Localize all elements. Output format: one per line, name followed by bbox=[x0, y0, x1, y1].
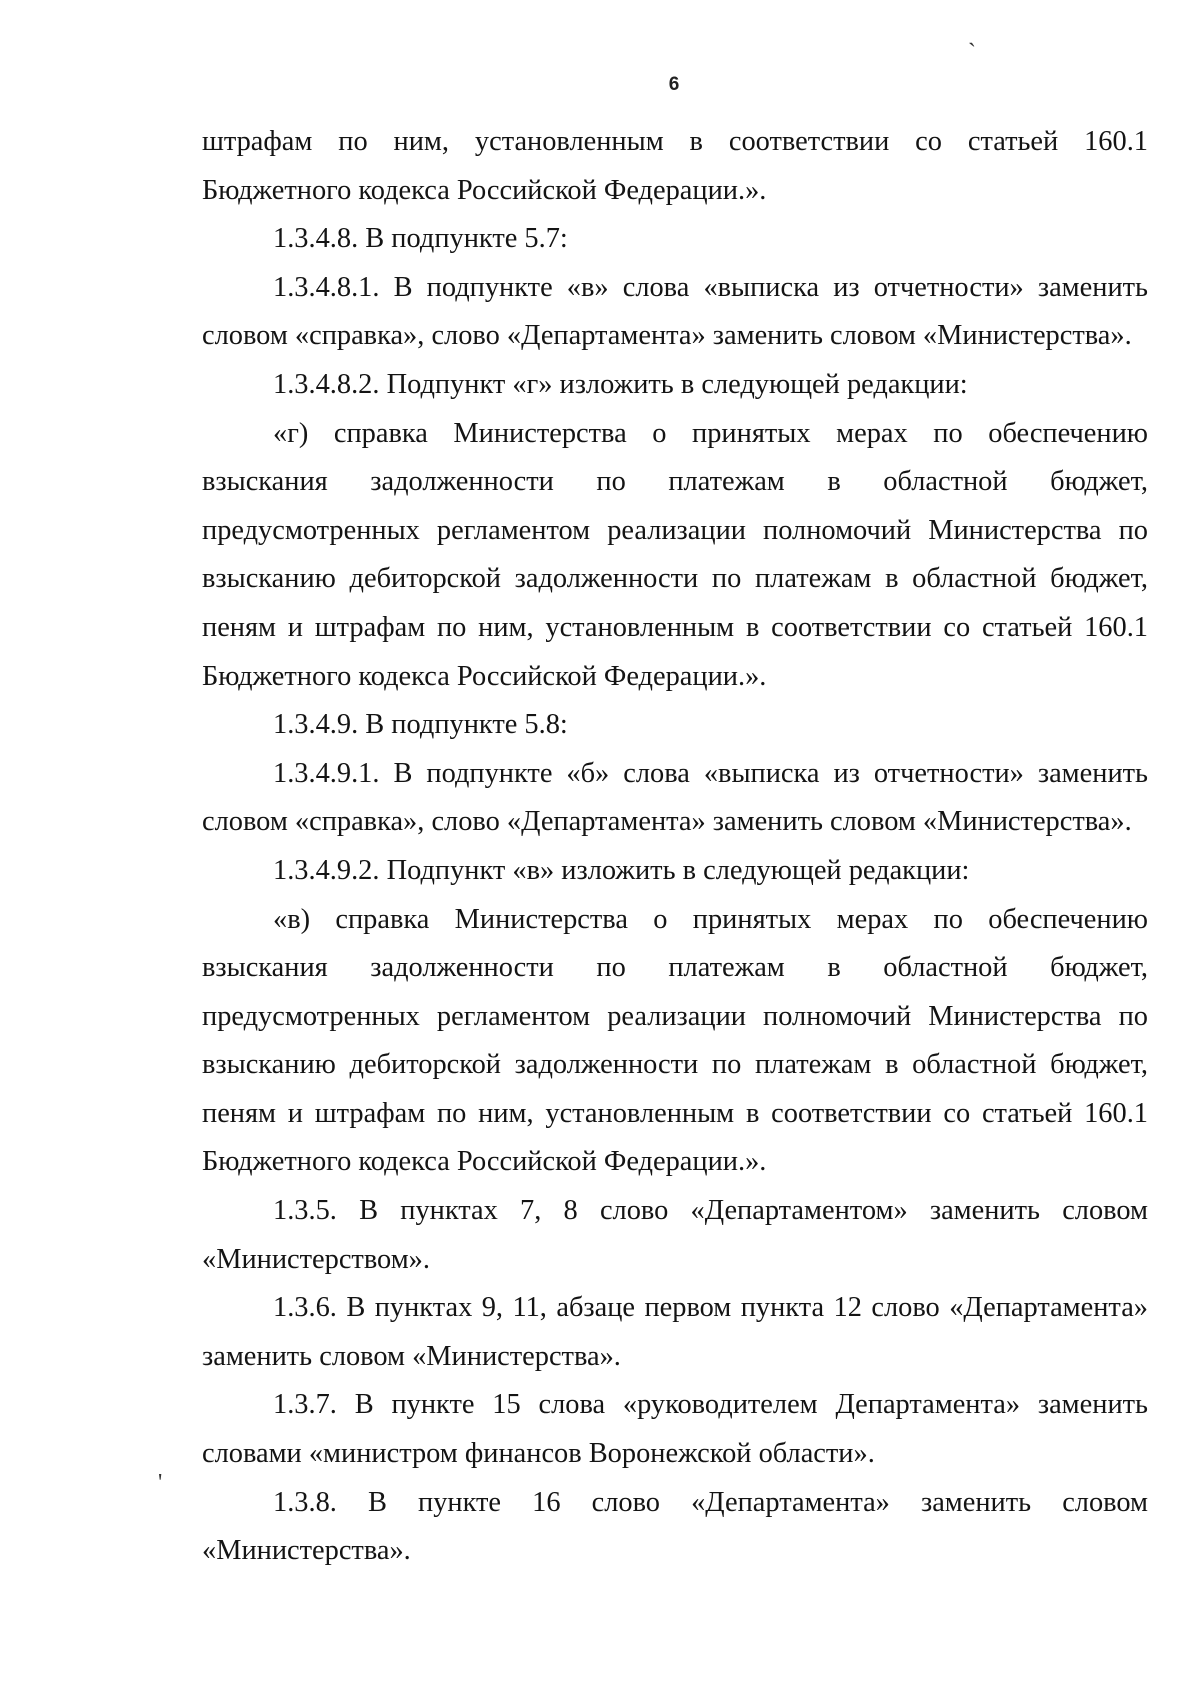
stray-mark-top: ` bbox=[968, 40, 976, 66]
paragraph-1-3-4-9: 1.3.4.9. В подпункте 5.8: bbox=[273, 709, 568, 741]
paragraph-1-3-4-9-1: 1.3.4.9.1. В подпункте «б» слова «выписка из отчетности» заменить словом «справка», слово «Департамента» заменить словом «Министерства». bbox=[202, 757, 1148, 838]
paragraph-quote-v: «в) справка Министерства о принятых мерах по обеспечению взыскания задолженности по платежам в областной бюджет, предусмотренных регламентом реализации полномочий Министерства по взысканию дебиторской задолженности по платежам в областной бюджет, пеням и штрафам по ним, установленным в соответствии со статьей 160.1 Бюджетного кодекса Российской Федерации.». bbox=[202, 903, 1148, 1178]
paragraph-1-3-4-8-2: 1.3.4.8.2. Подпункт «г» изложить в следующей редакции: bbox=[273, 368, 968, 400]
page-number: 6 bbox=[668, 74, 680, 95]
paragraph-1-3-6: 1.3.6. В пунктах 9, 11, абзаце первом пункта 12 слово «Департамента» заменить словом «Министерства». bbox=[202, 1292, 1148, 1372]
paragraph-1-3-7: 1.3.7. В пункте 15 слова «руководителем Департамента» заменить словами «министром финансов Воронежской области». bbox=[202, 1389, 1148, 1470]
paragraph-1-3-4-8: 1.3.4.8. В подпункте 5.7: bbox=[273, 223, 568, 255]
paragraph-1-3-8: 1.3.8. В пункте 16 слово «Департамента» заменить словом «Министерства». bbox=[202, 1486, 1148, 1567]
stray-mark-left: ' bbox=[158, 1470, 163, 1496]
paragraph-1-3-4-9-2: 1.3.4.9.2. Подпункт «в» изложить в следующей редакции: bbox=[273, 854, 970, 886]
paragraph-quote-g: «г) справка Министерства о принятых мерах по обеспечению взыскания задолженности по платежам в областной бюджет, предусмотренных регламентом реализации полномочий Министерства по взысканию дебиторской задолженности по платежам в областной бюджет, пеням и штрафам по ним, установленным в соответствии со статьей 160.1 Бюджетного кодекса Российской Федерации.». bbox=[202, 417, 1148, 692]
paragraph-continuation: штрафам по ним, установленным в соответствии со статьей 160.1 Бюджетного кодекса Российской Федерации.». bbox=[202, 126, 1148, 206]
paragraph-1-3-5: 1.3.5. В пунктах 7, 8 слово «Департаментом» заменить словом «Министерством». bbox=[202, 1195, 1148, 1275]
document-body bbox=[202, 118, 1148, 1576]
paragraph-1-3-4-8-1: 1.3.4.8.1. В подпункте «в» слова «выписка из отчетности» заменить словом «справка», слово «Департамента» заменить словом «Министерства». bbox=[202, 271, 1148, 352]
